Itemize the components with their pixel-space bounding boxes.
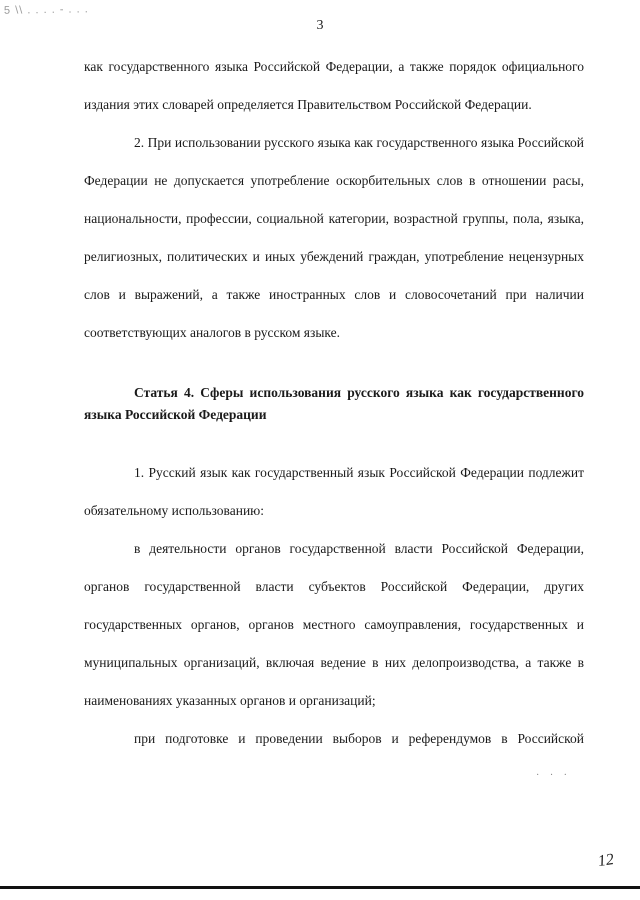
paragraph-continuation: как государственного языка Российской Федерации, а также порядок официального издания этих словарей определяется Правительством Российской Федерации. xyxy=(84,59,584,112)
paragraph-clause-1: 1. Русский язык как государственный язык Российской Федерации подлежит обязательному использованию: xyxy=(84,465,584,518)
header-stamp: 5 \\ . . . . - . . . xyxy=(3,3,89,17)
article-heading: Статья 4. Сферы использования русского языка как государственного языка Российской Федерации xyxy=(84,385,584,422)
scan-artifact-dots: · · · xyxy=(536,770,571,781)
paragraph-clause-2: 2. При использовании русского языка как государственного языка Российской Федерации не допускается употребление оскорбительных слов в отношении расы, национальности, профессии, социальной категории, возрастной группы, пола, языка, религиозных, политических и иных убеждений граждан, употребление нецензурных слов и выражений, а также иностранных слов и словосочетаний при наличии соответствующих аналогов в русском языке. xyxy=(84,135,584,340)
page-number: 3 xyxy=(316,18,324,33)
paragraph-item-government: в деятельности органов государственной власти Российской Федерации, органов государственной власти субъектов Российской Федерации, других государственных органов, органов местного самоуправления, государственных и муниципальных организаций, включая ведение в них делопроизводства, а также в наименованиях указанных органов и организаций; xyxy=(84,541,584,708)
handwritten-page-mark: 12 xyxy=(596,850,616,871)
paragraph-item-elections: при подготовке и проведении выборов и референдумов в Российской xyxy=(134,731,584,746)
body-text xyxy=(84,48,584,758)
bottom-rule xyxy=(0,886,640,889)
